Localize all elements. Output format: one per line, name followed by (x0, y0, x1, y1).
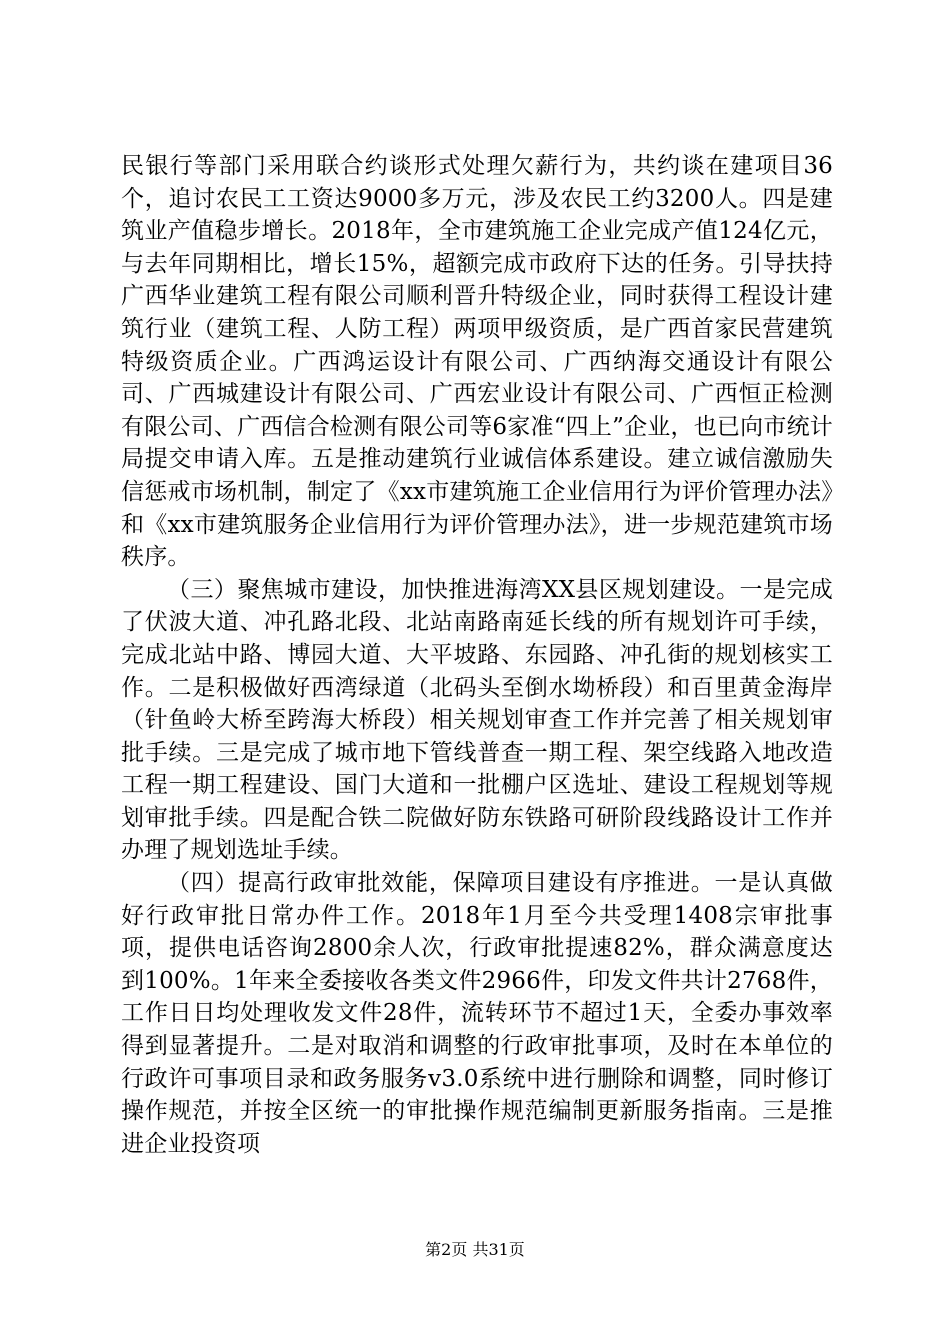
paragraph-administrative-approval: （四）提高行政审批效能，保障项目建设有序推进。一是认真做好行政审批日常办件工作。2018年1月至今共受理1408宗审批事项，提供电话咨询2800余人次，行政审批提速82%，群众满意度达到100%。1年来全委接收各类文件2966件，印发文件共计2768件，工作日日均处理收发文件28件，流转环节不超过1天，全委办事效率得到显著提升。二是对取消和调整的行政审批事项，及时在本单位的行政许可事项目录和政务服务v3.0系统中进行删除和调整，同时修订操作规范，并按全区统一的审批操作规范编制更新服务指南。三是推进企业投资项 (121, 870, 833, 1157)
paragraph-urban-construction: （三）聚焦城市建设，加快推进海湾XX县区规划建设。一是完成了伏波大道、冲孔路北段、北站南路南延长线的所有规划许可手续，完成北站中路、博园大道、大平坡路、东园路、冲孔街的规划核实工作。二是积极做好西湾绿道（北码头至倒水坳桥段）和百里黄金海岸（针鱼岭大桥至跨海大桥段）相关规划审查工作并完善了相关规划审批手续。三是完成了城市地下管线普查一期工程、架空线路入地改造工程一期工程建设、国门大道和一批棚户区选址、建设工程规划等规划审批手续。四是配合铁二院做好防东铁路可研阶段线路设计工作并办理了规划选址手续。 (121, 576, 833, 864)
page-footer: 第2页 共31页 (425, 1240, 525, 1259)
document-body (121, 150, 833, 1160)
paragraph-wages-construction: 民银行等部门采用联合约谈形式处理欠薪行为，共约谈在建项目36个，追讨农民工工资达9000多万元，涉及农民工约3200人。四是建筑业产值稳步增长。2018年，全市建筑施工企业完成产值124亿元，与去年同期相比，增长15%，超额完成市政府下达的任务。引导扶持广西华业建筑工程有限公司顺利晋升特级企业，同时获得工程设计建筑行业（建筑工程、人防工程）两项甲级资质，是广西首家民营建筑特级资质企业。广西鸿运设计有限公司、广西纳海交通设计有限公司、广西城建设计有限公司、广西宏业设计有限公司、广西恒正检测有限公司、广西信合检测有限公司等6家准“四上”企业，也已向市统计局提交申请入库。五是推动建筑行业诚信体系建设。建立诚信激励失信惩戒市场机制，制定了《xx市建筑施工企业信用行为评价管理办法》和《xx市建筑服务企业信用行为评价管理办法》，进一步规范建筑市场秩序。 (121, 153, 833, 571)
